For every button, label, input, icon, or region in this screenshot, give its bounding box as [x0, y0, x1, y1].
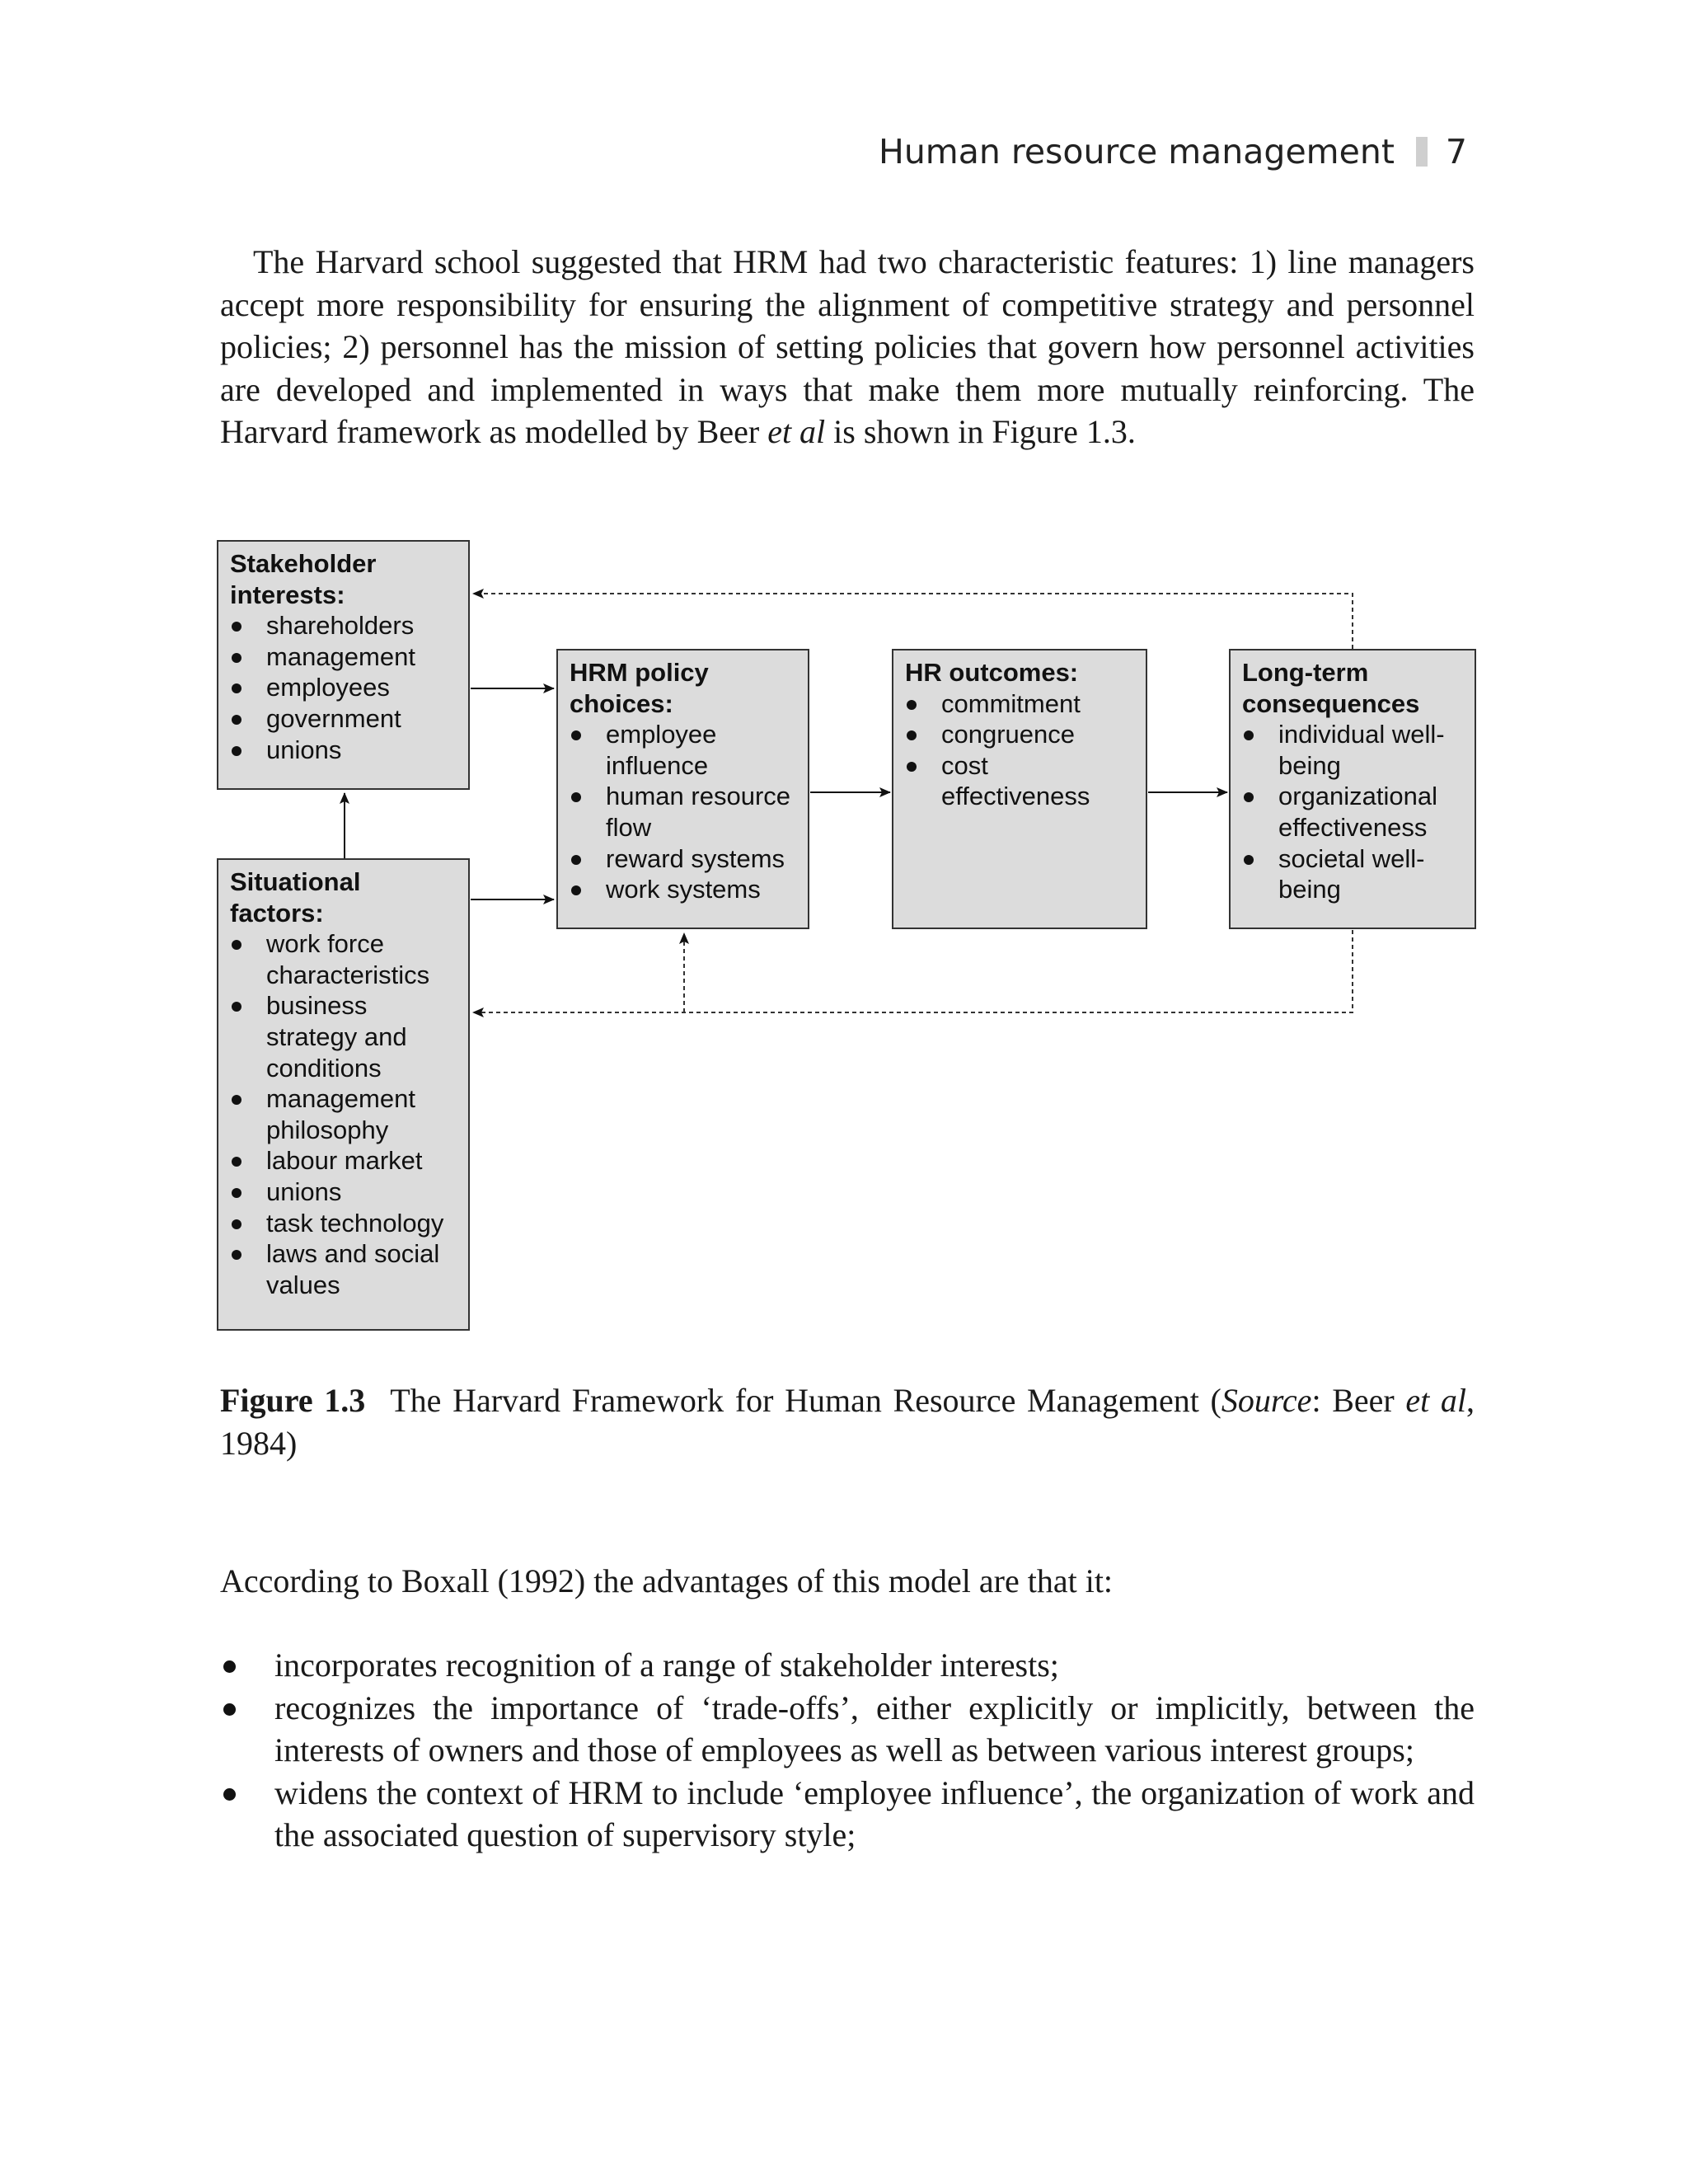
outcomes-list — [905, 688, 1137, 812]
caption-source: Source — [1221, 1382, 1312, 1419]
running-title: Human resource management — [878, 132, 1395, 171]
boxall-lead: According to Boxall (1992) the advantages of this model are that it: — [220, 1562, 1114, 1599]
list-item: human resource flow — [570, 781, 799, 843]
list-item: employees — [230, 672, 460, 703]
hrm-policy-choices-box — [556, 649, 809, 929]
hr-outcomes-box — [892, 649, 1147, 929]
list-item: congruence — [905, 719, 1137, 750]
long-term-consequences-box — [1229, 649, 1476, 929]
list-item: individual well-being — [1242, 719, 1466, 781]
list-item: unions — [230, 1177, 460, 1208]
list-item: societal well-being — [1242, 843, 1466, 905]
caption-text: The Harvard Framework for Human Resource Management ( — [390, 1382, 1221, 1419]
caption-etal: et al — [1405, 1382, 1467, 1419]
longterm-list — [1242, 719, 1466, 905]
list-item: cost effectiveness — [905, 750, 1137, 812]
list-item: management — [230, 641, 460, 673]
page-number: 7 — [1445, 132, 1467, 171]
list-item: recognizes the importance of ‘trade-offs’, either explicitly or implicitly, between the interests of owners and those of employees as well as between various interest groups; — [220, 1687, 1475, 1772]
list-item: laws and social values — [230, 1238, 460, 1300]
longterm-title: Long-term consequences — [1242, 658, 1420, 718]
feedback-longterm-to-situational — [473, 930, 1353, 1012]
list-item: reward systems — [570, 843, 799, 875]
intro-paragraph — [220, 241, 1475, 453]
feedback-longterm-to-stakeholder — [473, 594, 1353, 649]
caption-end: , 1984) — [220, 1382, 1475, 1462]
header-divider — [1416, 137, 1428, 167]
list-item: commitment — [905, 688, 1137, 720]
list-item: incorporates recognition of a range of stakeholder interests; — [220, 1644, 1475, 1687]
list-item: organizational effectiveness — [1242, 781, 1466, 843]
list-item: labour market — [230, 1145, 460, 1177]
intro-text-end: is shown in Figure 1.3. — [825, 413, 1136, 450]
intro-italic: et al — [767, 413, 826, 450]
list-item: shareholders — [230, 610, 460, 641]
list-item: management philosophy — [230, 1083, 460, 1145]
list-item: work force characteristics — [230, 928, 460, 990]
figure-label: Figure 1.3 — [220, 1382, 366, 1419]
list-item: government — [230, 703, 460, 735]
stakeholder-list — [230, 610, 460, 765]
stakeholder-title: Stakeholder interests: — [230, 549, 377, 609]
intro-text: The Harvard school suggested that HRM had two characteristic features: 1) line managers accept more responsibility for ensuring the alignment of competitive strategy and personnel policies; 2) personnel has the mission of setting policies that govern how personnel activities are developed and implemented in ways that make them more mutually reinforcing. The Harvard framework as modelled by Beer — [220, 243, 1475, 450]
policy-list — [570, 719, 799, 905]
figure-caption — [220, 1379, 1475, 1464]
outcomes-title: HR outcomes: — [905, 658, 1079, 687]
running-head — [824, 132, 1467, 171]
list-item: unions — [230, 735, 460, 766]
list-item: task technology — [230, 1208, 460, 1239]
list-item: work systems — [570, 874, 799, 905]
list-item: widens the context of HRM to include ‘employee influence’, the organization of work and the associated question of supervisory style; — [220, 1772, 1475, 1857]
situational-title: Situational factors: — [230, 867, 361, 928]
caption-after-source: : Beer — [1311, 1382, 1406, 1419]
situational-factors-box — [217, 858, 470, 1331]
stakeholder-interests-box — [217, 540, 470, 790]
policy-title: HRM policy choices: — [570, 658, 709, 718]
list-item: business strategy and conditions — [230, 990, 460, 1083]
list-item: employee influence — [570, 719, 799, 781]
advantages-list — [220, 1644, 1475, 1857]
situational-list — [230, 928, 460, 1300]
